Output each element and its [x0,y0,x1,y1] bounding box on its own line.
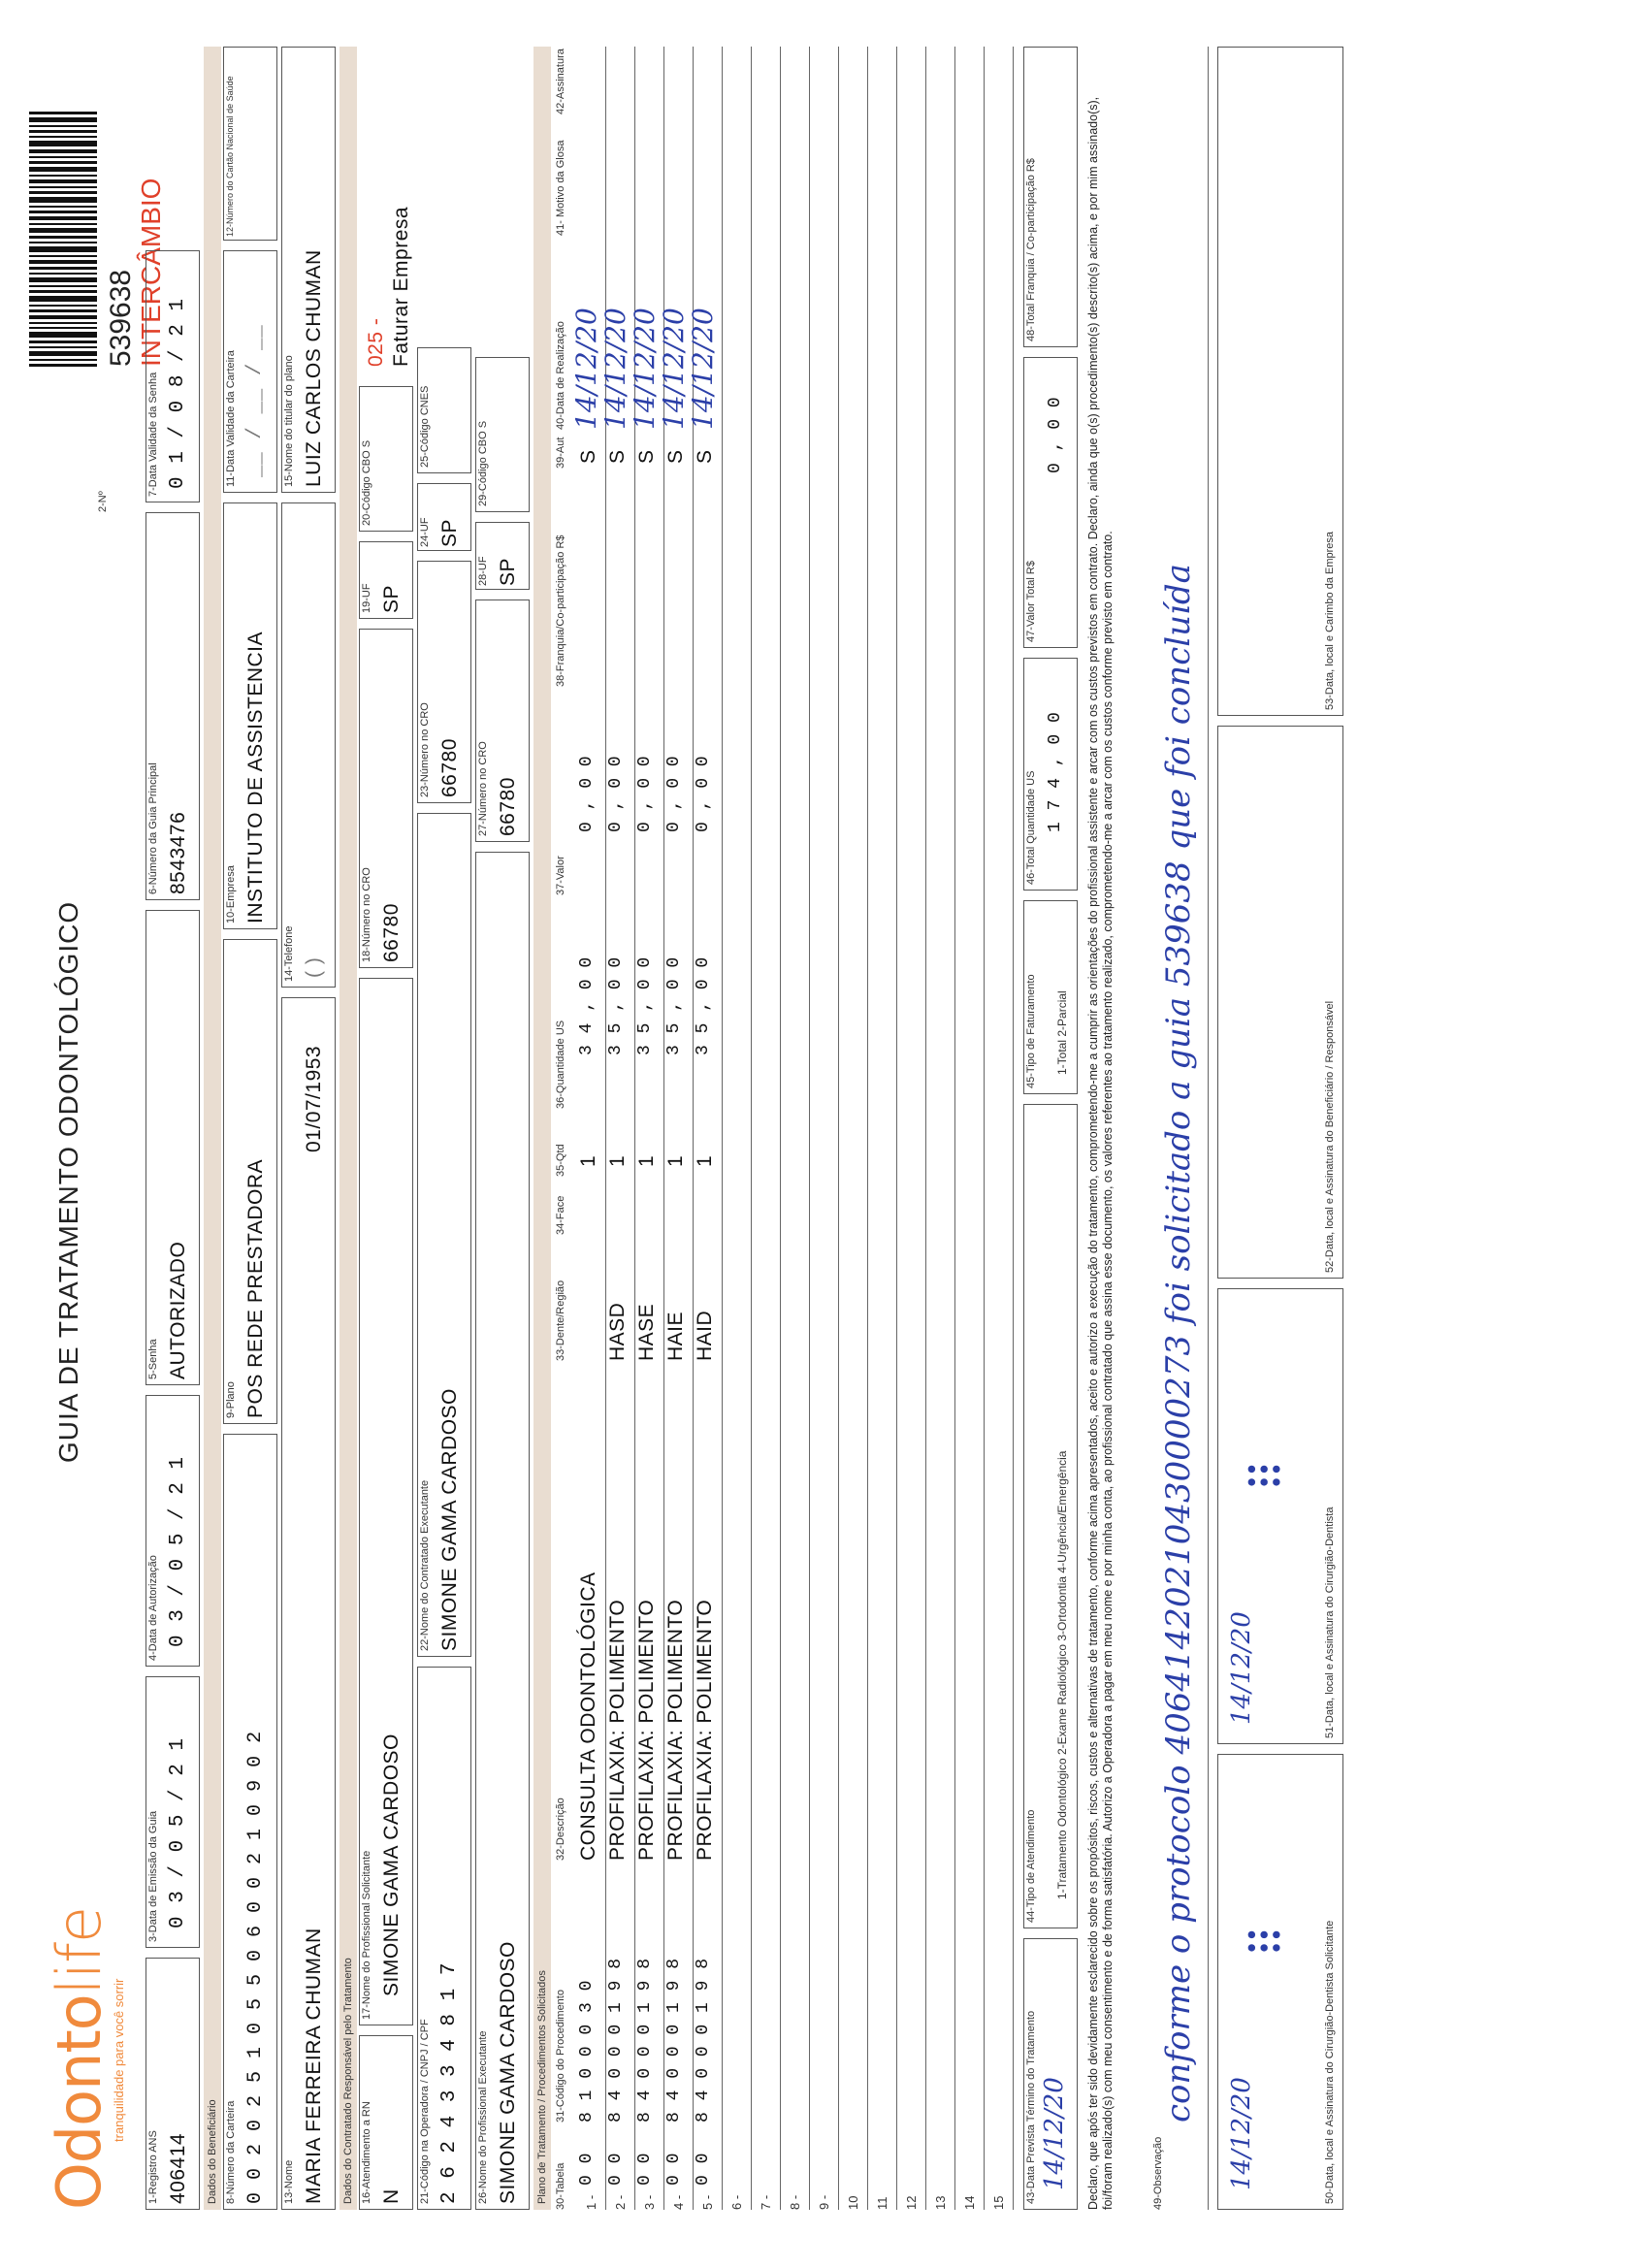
field-tipo-atendimento [1023,1104,1078,1928]
row-valor: 0 , 0 0 [606,755,626,832]
row-data-realizacao: 14/12/20 [687,308,719,430]
sig51-label: 51-Data, local e Assinatura do Cirurgião-Dentista [1324,1507,1336,1738]
atendimento-rn-label: 16-Atendimento a RN [361,2101,372,2204]
valor-total-label: 47-Valor Total R$ [1025,561,1037,642]
cbo-executante-label: 29-Código CBO S [477,420,489,506]
page-title: GUIA DE TRATAMENTO ODONTOLÓGICO [53,900,83,1463]
row-descricao: PROFILAXIA: POLIMENTO [694,1599,716,1861]
cro-executante-label: 27-Número no CRO [477,741,489,836]
row-codigo: 8 4 0 0 0 1 9 8 [664,1958,684,2122]
row-valor: 0 , 0 0 [694,755,713,832]
section-plano-tratamento: Plano de Tratamento / Procedimentos Solicitados [534,47,551,2210]
row-codigo: 8 4 0 0 0 1 9 8 [635,1958,655,2122]
cnpj-cpf-label: 21-Código na Operadora / CNPJ / CPF [419,2019,431,2204]
col-header-valor: 37-Valor [555,856,566,895]
logo-tagline: tranquilidade para você sorrir [112,1978,126,2142]
row-number: 5 - [700,2194,715,2210]
empty-row-number: 9 - [817,2194,831,2210]
senha-value: AUTORIZADO [167,1241,189,1379]
col-header-franquia: 38-Franquia/Co-participação R$ [555,535,566,687]
cro-solicitante-value: 66780 [380,903,403,962]
row-data-realizacao: 14/12/20 [629,308,661,430]
row-dente: HAID [694,1310,716,1361]
tipo-faturamento-label: 45-Tipo de Faturamento [1025,974,1037,1088]
nome-label: 13-Nome [283,2159,295,2204]
empty-row-number: 13 [933,2195,948,2210]
tipo-faturamento-options: 1-Total 2-Parcial [1055,990,1069,1075]
titular-label: 15-Nome do titular do plano [283,355,295,487]
col-header-us: 36-Quantidade US [555,1020,566,1109]
row-data-realizacao: 14/12/20 [599,308,631,430]
contratado-executante-value: SIMONE GAMA CARDOSO [438,1388,461,1651]
cnes-label: 25-Código CNES [419,385,431,468]
tipo-atendimento-options: 1-Tratamento Odontológico 2-Exame Radiológico 3-Ortodontia 4-Urgência/Emergência [1055,1450,1069,1899]
row-valor: 0 , 0 0 [664,755,684,832]
registro-ans-label: 1-Registro ANS [147,2130,159,2204]
uf-contratado-label: 24-UF [419,517,431,547]
empty-row-number: 14 [962,2195,977,2210]
row-codigo: 8 4 0 0 0 1 9 8 [694,1958,713,2122]
observacao-handwritten: conforme o protocolo 40641420210430000273 foi solicitado a guia 539638 que foi concluída [1159,564,1198,2122]
row-valor: 0 , 0 0 [635,755,655,832]
sig53-label: 53-Data, local e Carimbo da Empresa [1324,531,1336,710]
tipo-atendimento-label: 44-Tipo de Atendimento [1025,1809,1037,1923]
contratado-executante-label: 22-Nome do Contratado Executante [419,1479,431,1651]
cro-contratado-value: 66780 [438,738,461,797]
empresa-value: INSTITUTO DE ASSISTENCIA [244,632,267,923]
row-us: 3 5 , 0 0 [606,956,626,1055]
uf-executante-label: 28-UF [477,556,489,586]
col-header-data: 40-Data de Realização [555,321,566,430]
col-header-qtd: 35-Qtd [555,1144,566,1177]
empty-row-number: 15 [991,2195,1006,2210]
declaration-text: Declaro, que após ter sido devidamente esclarecido sobre os propósitos, riscos, custos e alternativas de tratamento, conforme acima apresentados, aceito e autorizo a execução do tratamento, comprometendo-me a cumprir as orientações do profissional assistente e arcar com os custos previstos em contrato. Declaro, ainda que o(s) procedimento(s) descrito(s) acima, e por mim assinado(s), foi/foram realizado(s) com meu consentimento e de forma satisfatória. Autorizo a Operadora a pagar em meu nome e por minha conta, ao profissional contratado que assina esse documento, os valores referentes ao tratamento realizado, comprometendo-me a arcar com os custos conforme previsto em contrato. [1086,96,1115,2210]
data-emissao-label: 3-Data de Emissão da Guia [147,1810,159,1942]
col-header-glosa: 41- Motivo da Glosa [555,140,566,236]
nascimento-value: 01/07/1953 [303,1045,325,1152]
row-aut: S [694,449,716,464]
validade-senha-label: 7-Data Validade da Senha [147,372,159,497]
validade-carteira-value: __ / __ / __ [244,324,267,477]
telefone-label: 14-Telefone [283,925,295,982]
cnpj-cpf-value: 2 6 2 4 3 3 4 8 1 7 [438,1962,461,2204]
row-descricao: PROFILAXIA: POLIMENTO [664,1599,687,1861]
section-contratado: Dados do Contratado Responsável pelo Tratamento [340,47,357,2210]
valor-total-value: 0 , 0 0 [1046,396,1065,473]
col-header-tabela: 30-Tabela [555,2162,566,2210]
sig51-signature: ⠿ [1242,1459,1294,1492]
sig50-signature: ⠿ [1242,1925,1294,1958]
validade-senha-value: 0 1 / 0 8 / 2 1 [167,298,189,489]
total-us-value: 1 7 4 , 0 0 [1046,711,1065,832]
total-us-label: 46-Total Quantidade US [1025,770,1037,885]
uf-solicitante-label: 19-UF [361,583,372,613]
registro-ans-value: 406414 [167,2132,189,2204]
data-emissao-value: 0 3 / 0 5 / 2 1 [167,1737,189,1928]
cbo-solicitante-label: 20-Código CBO S [361,439,372,526]
sig51-date: 14/12/20 [1227,1611,1256,1725]
row-number: 1 - [584,2194,598,2210]
nome-value: MARIA FERREIRA CHUMAN [303,1928,325,2204]
sig50-label: 50-Data, local e Assinatura do Cirurgião-Dentista Solicitante [1324,1920,1336,2204]
row-dente: HAIE [664,1311,687,1361]
empresa-label: 10-Empresa [225,865,237,923]
col-header-codigo: 31-Código do Procedimento [555,1990,566,2122]
col-header-dente: 33-Dente/Região [555,1280,566,1361]
atendimento-rn-value: N [380,2188,403,2204]
row-number: 3 - [642,2194,657,2210]
row-dente: HASD [606,1302,629,1361]
empty-row-number: 11 [875,2196,889,2210]
empty-row-number: 6 - [729,2194,744,2210]
row-qtd: 1 [664,1154,687,1167]
profissional-solicitante-value: SIMONE GAMA CARDOSO [380,1733,403,1996]
cro-contratado-label: 23-Número no CRO [419,702,431,797]
uf-executante-value: SP [497,557,519,586]
termino-label: 43-Data Prevista Término do Tratamento [1025,2010,1037,2204]
titular-value: LUIZ CARLOS CHUMAN [303,249,325,487]
row-qtd: 1 [606,1154,629,1167]
field-telefone [281,502,336,988]
row-aut: S [635,449,658,464]
row-aut: S [664,449,687,464]
uf-contratado-value: SP [438,518,461,547]
telefone-value: ( ) [303,956,325,978]
row-us: 3 4 , 0 0 [577,956,597,1055]
row-number: 4 - [671,2194,686,2210]
row-tabela: 0 0 [606,2153,626,2186]
plano-value: POS REDE PRESTADORA [244,1159,267,1418]
row-codigo: 8 1 0 0 0 3 0 [577,1980,597,2122]
guide-number-label: 2-Nº [97,491,109,512]
guia-principal-value: 8543476 [167,811,189,894]
cro-executante-value: 66780 [497,777,519,836]
senha-label: 5-Senha [147,1339,159,1379]
data-autorizacao-label: 4-Data de Autorização [147,1555,159,1661]
row-dente: HASE [635,1303,658,1361]
cartao-nacional-label: 12-Número do Cartão Nacional de Saúde [225,76,235,237]
section-beneficiario: Dados do Beneficiário [204,47,221,2210]
sig52-label: 52-Data, local e Assinatura do Beneficiário / Responsável [1324,1000,1336,1273]
col-header-descricao: 32-Descrição [555,1798,566,1861]
row-descricao: CONSULTA ODONTOLÓGICA [577,1571,599,1861]
row-qtd: 1 [635,1154,658,1167]
intercambio-tag: INTERCÂMBIO [136,178,166,367]
faturar-code: 025 - [365,317,387,367]
validade-carteira-label: 11-Data Validade da Carteira [225,350,237,487]
row-descricao: PROFILAXIA: POLIMENTO [635,1599,658,1861]
row-valor: 0 , 0 0 [577,755,597,832]
odontolife-logo [44,1907,114,2210]
col-header-aut: 39-Aut [555,437,566,469]
guide-number: 539638 [105,269,137,367]
row-us: 3 5 , 0 0 [664,956,684,1055]
observacao-label: 49-Observação [1152,2136,1164,2210]
empty-row-number: 12 [904,2195,919,2210]
row-codigo: 8 4 0 0 0 1 9 8 [606,1958,626,2122]
faturar-text: Faturar Empresa [390,206,412,367]
profissional-executante-label: 26-Nome do Profissional Executante [477,2030,489,2204]
cro-solicitante-label: 18-Número no CRO [361,867,372,962]
row-tabela: 0 0 [635,2153,655,2186]
data-autorizacao-value: 0 3 / 0 5 / 2 1 [167,1456,189,1647]
uf-solicitante-value: SP [380,584,403,613]
row-number: 2 - [613,2194,628,2210]
row-us: 3 5 , 0 0 [635,956,655,1055]
row-qtd: 1 [694,1154,716,1167]
col-header-face: 34-Face [555,1195,566,1235]
row-aut: S [606,449,629,464]
franquia-total-label: 48-Total Franquia / Co-participação R$ [1025,158,1037,341]
row-tabela: 0 0 [577,2153,597,2186]
row-tabela: 0 0 [694,2153,713,2186]
row-descricao: PROFILAXIA: POLIMENTO [606,1599,629,1861]
row-aut: S [577,449,599,464]
termino-value: 14/12/20 [1040,2077,1069,2190]
row-tabela: 0 0 [664,2153,684,2186]
logo-sub: life [44,1906,114,1995]
numero-carteira-value: 0 0 2 0 2 5 1 0 5 5 0 6 0 0 2 1 0 9 0 2 [244,1731,267,2204]
sig50-date: 14/12/20 [1227,2077,1256,2190]
empty-row-number: 7 - [759,2194,773,2210]
row-data-realizacao: 14/12/20 [570,308,602,430]
barcode [29,37,97,367]
numero-carteira-label: 8-Número da Carteira [225,2100,237,2204]
col-header-assinatura: 42-Assinatura [555,49,566,114]
row-qtd: 1 [577,1154,599,1167]
row-data-realizacao: 14/12/20 [658,308,690,430]
logo-main: Odonto [44,1994,114,2210]
plano-label: 9-Plano [225,1381,237,1418]
guia-principal-label: 6-Número da Guia Principal [147,762,159,894]
empty-row-number: 8 - [788,2194,802,2210]
empty-row-number: 10 [846,2195,860,2210]
profissional-executante-value: SIMONE GAMA CARDOSO [497,1941,519,2204]
row-us: 3 5 , 0 0 [694,956,713,1055]
profissional-solicitante-label: 17-Nome do Profissional Solicitante [361,1850,372,2020]
